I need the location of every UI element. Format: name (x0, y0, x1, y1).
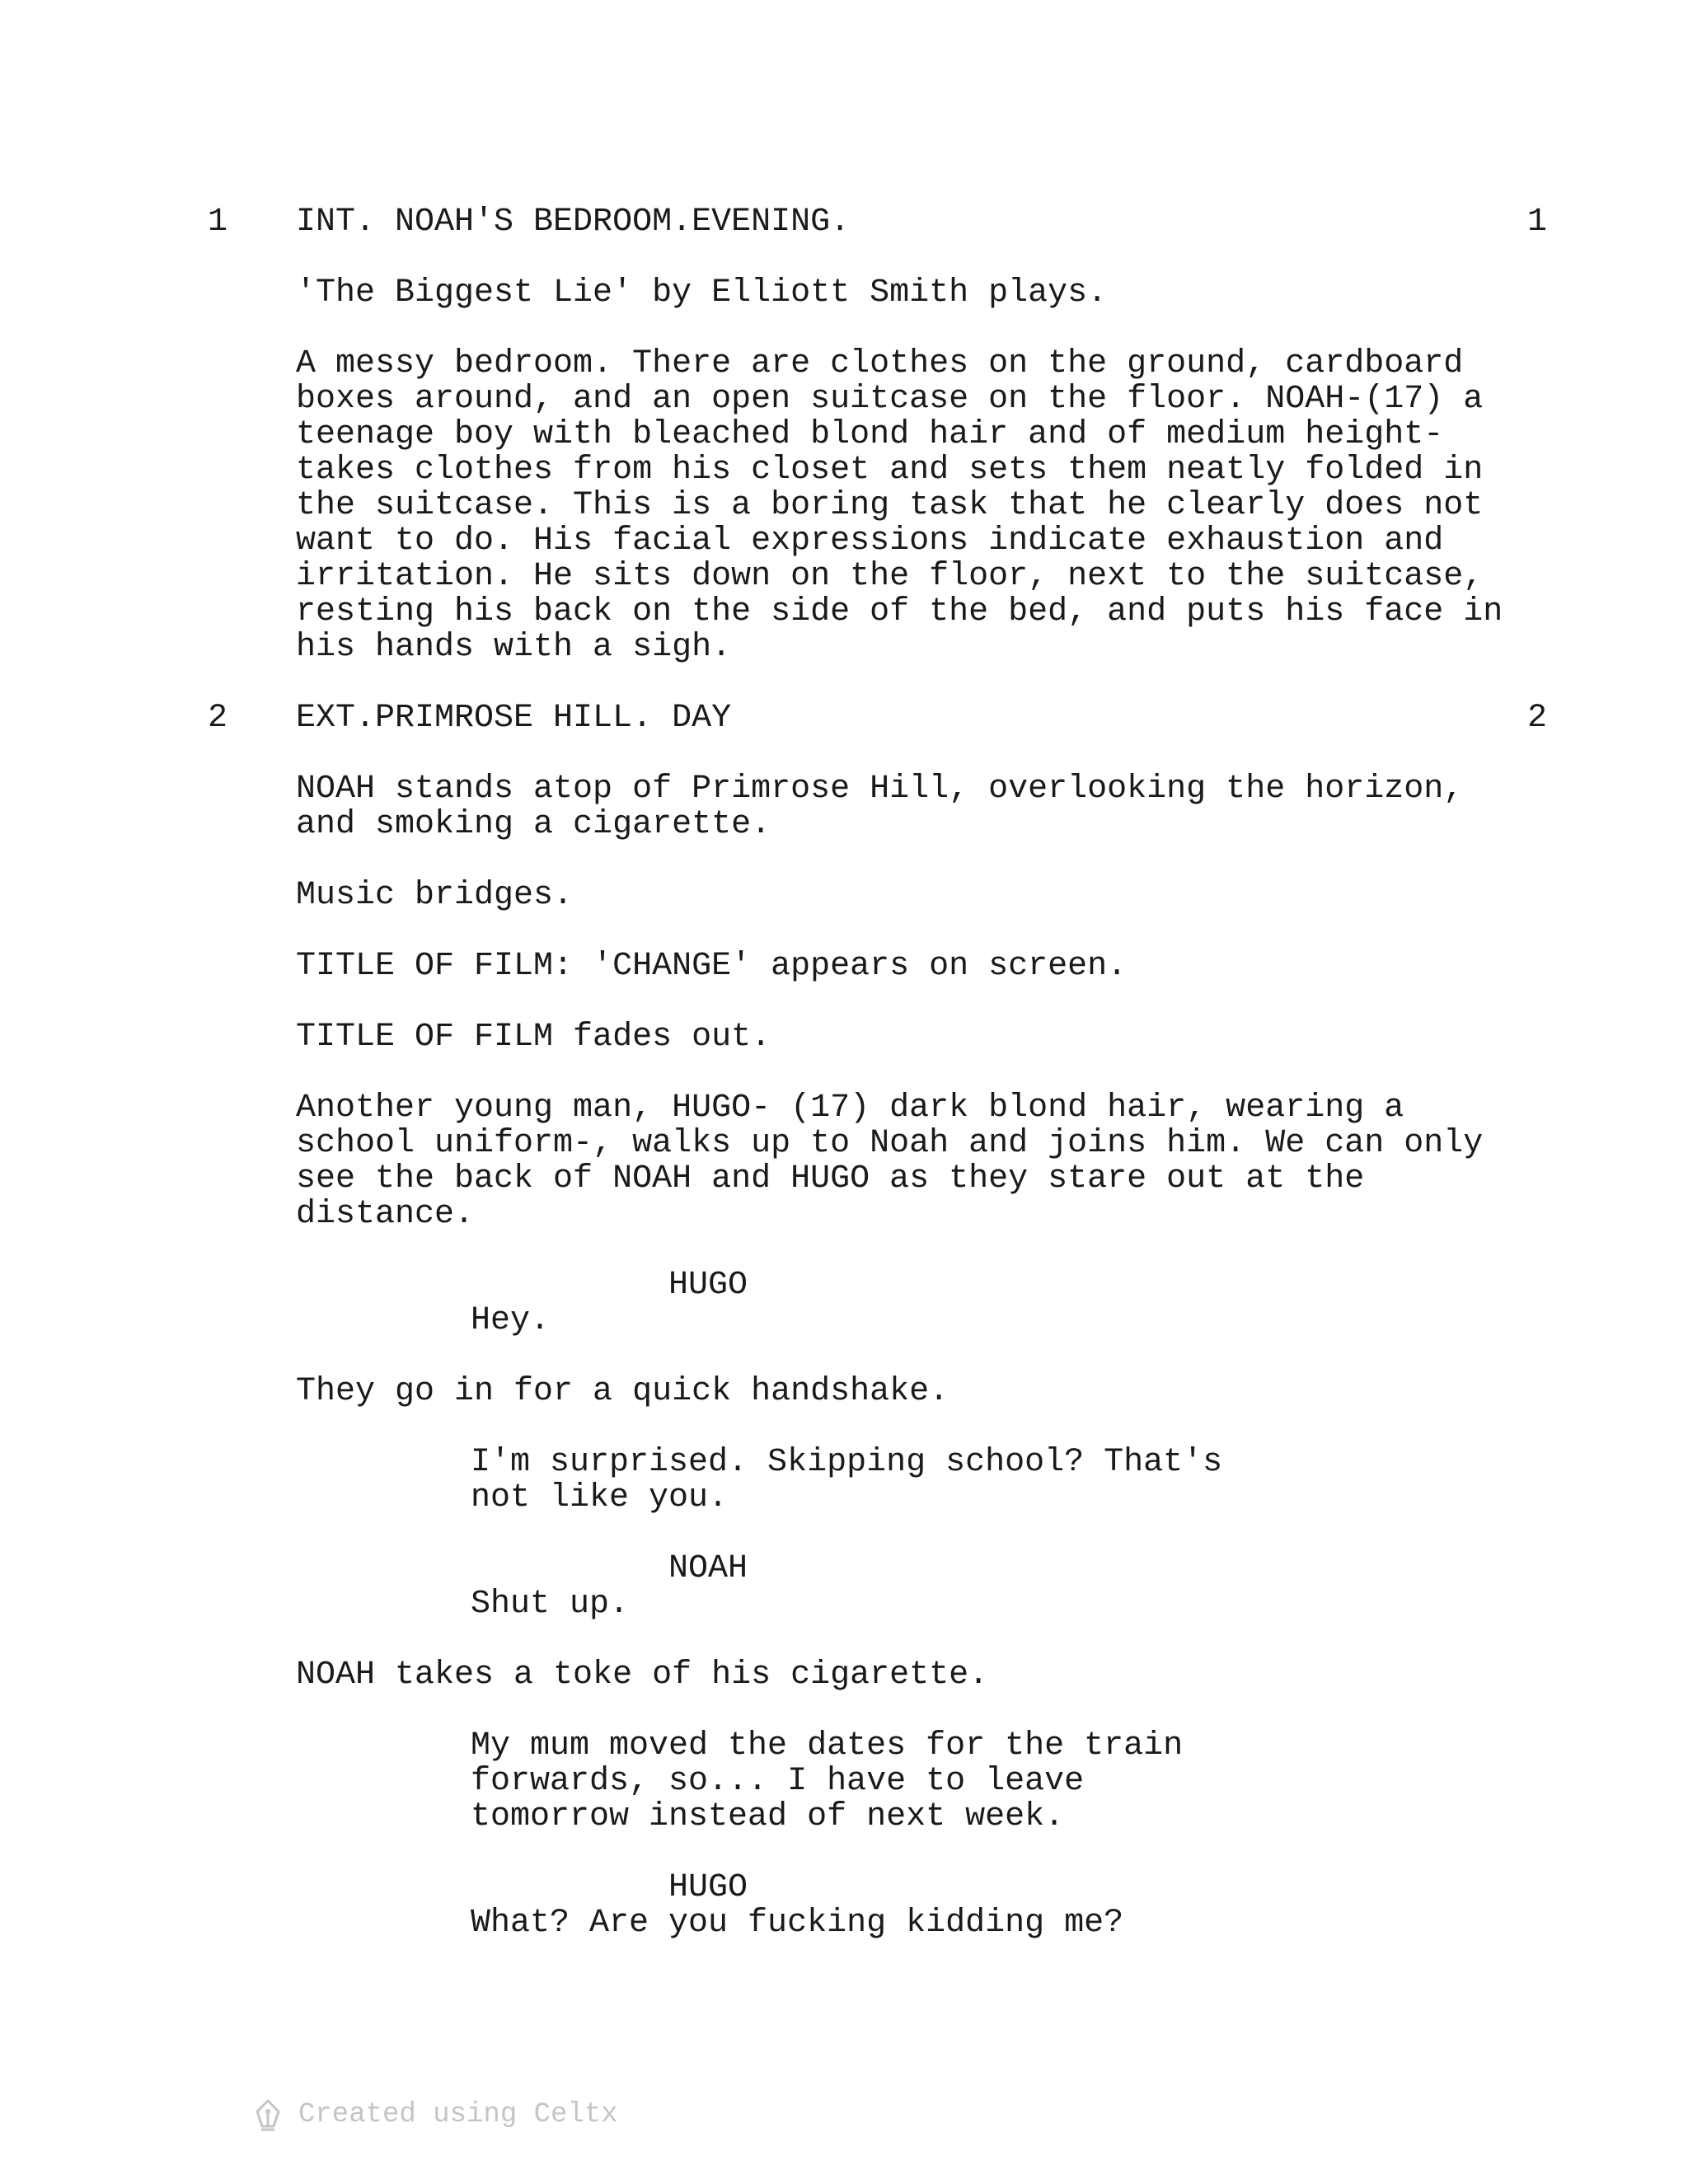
dialogue-line: not like you. (471, 1479, 729, 1516)
action-line: and smoking a cigarette. (296, 806, 771, 843)
action-line: the suitcase. This is a boring task that he clearly does not (296, 487, 1484, 524)
character-name: HUGO (668, 1267, 748, 1304)
dialogue-line: What? Are you fucking kidding me? (471, 1905, 1124, 1942)
celtx-footer (254, 2098, 618, 2131)
action-line: teenage boy with bleached blond hair and of medium height- (296, 416, 1444, 453)
scene-number-right: 2 (1527, 700, 1548, 737)
action-line: TITLE OF FILM fades out. (296, 1019, 771, 1056)
dialogue-line: tomorrow instead of next week. (471, 1798, 1065, 1835)
dialogue-line: My mum moved the dates for the train (471, 1727, 1184, 1765)
action-line: distance. (296, 1196, 475, 1233)
scene-number-right: 1 (1527, 204, 1548, 241)
action-line: irritation. He sits down on the floor, next to the suitcase, (296, 558, 1484, 595)
scene-number-left: 1 (208, 204, 228, 241)
action-line: 'The Biggest Lie' by Elliott Smith plays. (296, 274, 1108, 312)
action-line: his hands with a sigh. (296, 629, 732, 666)
action-line: NOAH stands atop of Primrose Hill, overlooking the horizon, (296, 771, 1464, 808)
pen-nib-icon (254, 2098, 282, 2131)
scene-number-left: 2 (208, 700, 228, 737)
scene-heading: EXT.PRIMROSE HILL. DAY (296, 700, 732, 737)
action-line: boxes around, and an open suitcase on the floor. NOAH-(17) a (296, 381, 1484, 418)
footer-text: Created using Celtx (298, 2099, 618, 2130)
dialogue-line: Hey. (471, 1302, 551, 1339)
action-line: school uniform-, walks up to Noah and joins him. We can only (296, 1125, 1484, 1162)
action-line: see the back of NOAH and HUGO as they stare out at the (296, 1160, 1365, 1197)
action-line: Another young man, HUGO- (17) dark blond hair, wearing a (296, 1090, 1404, 1127)
dialogue-line: forwards, so... I have to leave (471, 1763, 1085, 1800)
action-line: want to do. His facial expressions indicate exhaustion and (296, 523, 1444, 560)
dialogue-line: Shut up. (471, 1586, 630, 1623)
action-line: NOAH takes a toke of his cigarette. (296, 1657, 989, 1694)
action-line: Music bridges. (296, 877, 574, 914)
character-name: HUGO (668, 1869, 748, 1906)
character-name: NOAH (668, 1550, 748, 1587)
dialogue-line: I'm surprised. Skipping school? That's (471, 1444, 1223, 1481)
action-line: TITLE OF FILM: 'CHANGE' appears on screen. (296, 948, 1128, 985)
action-line: They go in for a quick handshake. (296, 1373, 950, 1410)
scene-heading: INT. NOAH'S BEDROOM.EVENING. (296, 204, 851, 241)
action-line: A messy bedroom. There are clothes on the ground, cardboard (296, 345, 1464, 382)
action-line: resting his back on the side of the bed, and puts his face in (296, 593, 1503, 630)
action-line: takes clothes from his closet and sets them neatly folded in (296, 452, 1484, 489)
